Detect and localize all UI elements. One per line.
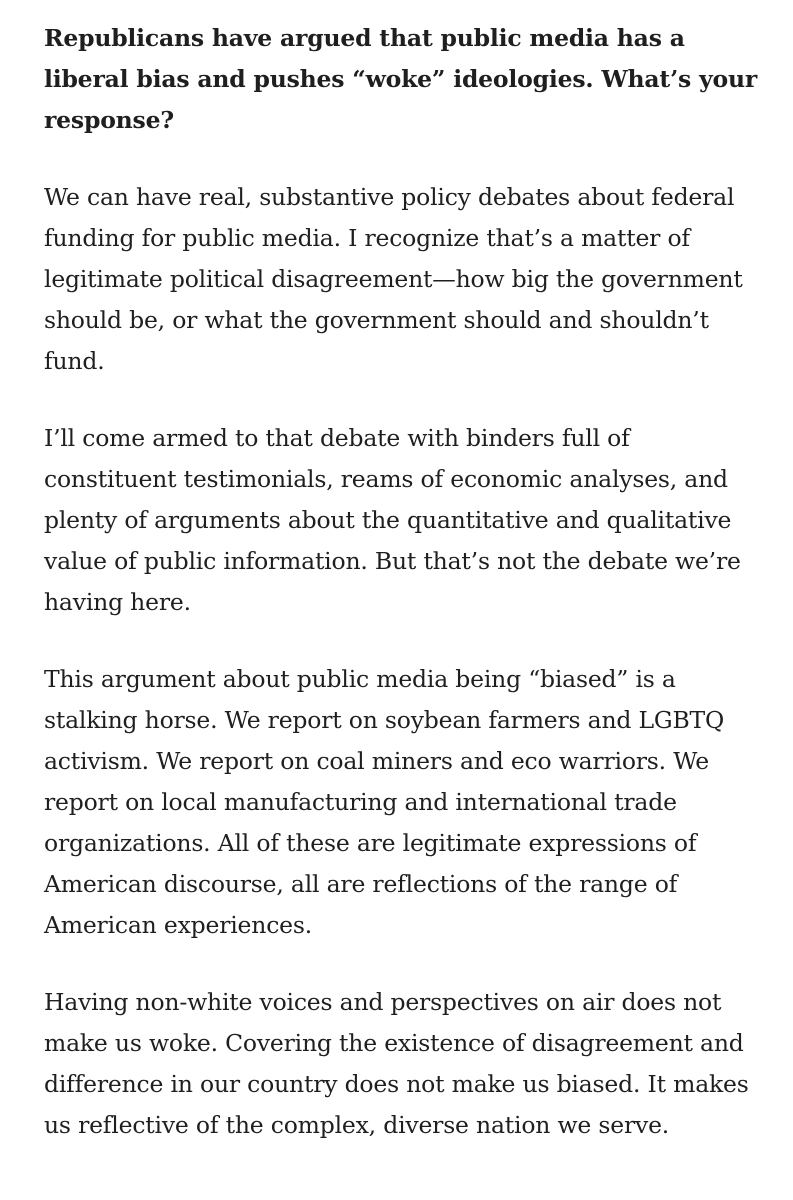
- answer-paragraph-4: Having non-white voices and perspectives on air does not make us woke. Covering the existence of disagreement and difference in our country does not make us biased. It makes us reflective of the complex, diverse nation we serve.: [44, 988, 749, 1139]
- answer-paragraph-1: We can have real, substantive policy debates about federal funding for public media. I recognize that’s a matter of legitimate political disagreement—how big the government should be, or what the government should and shouldn’t fund.: [44, 183, 743, 375]
- answer-paragraph-2: I’ll come armed to that debate with binders full of constituent testimonials, reams of economic analyses, and plenty of arguments about the quantitative and qualitative value of public information. But that’s not the debate we’re having here.: [44, 424, 741, 616]
- answer-paragraph-3: This argument about public media being “biased” is a stalking horse. We report on soybean farmers and LGBTQ activism. We report on coal miners and eco warriors. We report on local manufacturing and international trade organizations. All of these are legitimate expressions of American discourse, all are reflections of the range of American experiences.: [44, 665, 725, 939]
- interview-question: Republicans have argued that public media has a liberal bias and pushes “woke” ideologies. What’s your response?: [44, 24, 758, 134]
- article-body: [44, 18, 759, 1146]
